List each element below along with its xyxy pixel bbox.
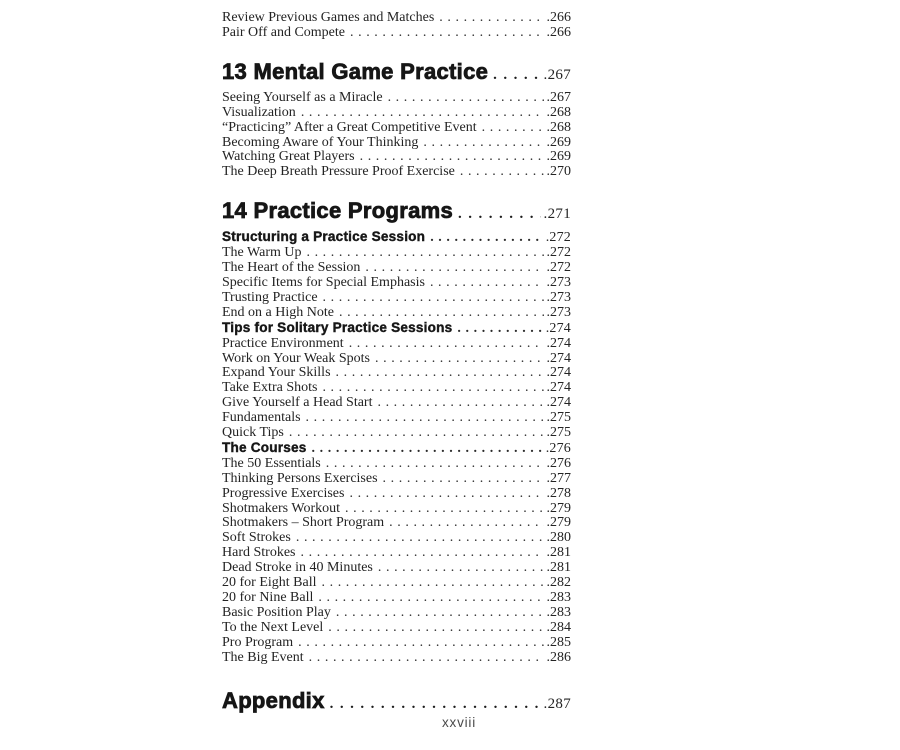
toc-item-label: “Practicing” After a Great Competitive Event [222, 119, 477, 135]
dot-leader [482, 121, 544, 136]
toc-item-label: 13 Mental Game Practice [222, 58, 489, 84]
page-number: . 279 [547, 502, 572, 517]
toc-entry-row [222, 576, 571, 591]
page-number: . 274 [547, 352, 572, 367]
toc-item-label: Pair Off and Compete [222, 24, 345, 40]
toc-item-label: Trusting Practice [222, 289, 318, 305]
toc-item-label: Basic Position Play [222, 604, 331, 620]
toc-item-label: 20 for Nine Ball [222, 590, 314, 605]
toc-subhead-row [222, 230, 571, 246]
toc-entry-row [222, 457, 571, 472]
toc-entry-row [222, 621, 571, 636]
toc-item-label: The 50 Essentials [222, 455, 321, 471]
page-number: . 266 [547, 11, 572, 26]
dot-leader [312, 441, 543, 457]
toc-entry-row [222, 636, 571, 651]
toc-item-label: 14 Practice Programs [222, 198, 454, 224]
toc-entry-row [222, 516, 571, 531]
page-number: . 268 [547, 121, 572, 136]
toc-item-label: Progressive Exercises [222, 485, 345, 501]
dot-leader [457, 321, 542, 337]
page-number: . 268 [547, 106, 572, 121]
toc-entry-row [222, 106, 571, 121]
page-number: . 275 [547, 411, 572, 426]
dot-leader [309, 651, 544, 666]
page-number: . 276 [547, 457, 572, 472]
page-number: . 281 [547, 546, 572, 561]
dot-leader [301, 546, 544, 561]
footer-page-label: xxviii [441, 715, 477, 730]
toc-entry-row [222, 502, 571, 517]
toc-item-label: Hard Strokes [222, 545, 296, 561]
toc-entry-row [222, 150, 571, 165]
page-number: . 283 [547, 591, 572, 606]
dot-leader [289, 426, 544, 441]
dot-leader [345, 502, 544, 517]
toc-item-label: To the Next Level [222, 619, 324, 635]
dot-leader [460, 165, 544, 180]
toc-item-label: The Heart of the Session [222, 260, 361, 276]
dot-leader [389, 516, 543, 531]
toc-entry-row [222, 606, 571, 621]
page-number: . 273 [547, 276, 572, 291]
toc-entry-row [222, 366, 571, 381]
toc-entry-row [222, 546, 571, 561]
page-number: . 275 [547, 426, 572, 441]
page-number: . 269 [547, 150, 572, 165]
dot-leader [318, 591, 543, 606]
toc-chapter-row [222, 59, 571, 88]
dot-leader [328, 621, 543, 636]
toc-item-label: 20 for Eight Ball [222, 575, 317, 591]
page-number: . 267 [544, 62, 571, 88]
toc-entry-row [222, 381, 571, 396]
page-number: . 274 [547, 366, 572, 381]
dot-leader [377, 396, 543, 411]
toc-entry-row [222, 121, 571, 136]
dot-leader [306, 246, 543, 261]
page-number: . 273 [547, 306, 572, 321]
toc-item-label: The Deep Breath Pressure Proof Exercise [222, 164, 455, 180]
toc-item-label: The Big Event [222, 649, 304, 665]
page-number: . 272 [547, 246, 572, 261]
toc-entry-row [222, 426, 571, 441]
dot-leader [322, 576, 544, 591]
toc-item-label: Practice Environment [222, 335, 344, 351]
toc-item-label: Structuring a Practice Session [222, 229, 426, 245]
dot-leader [323, 291, 544, 306]
toc-item-label: Fundamentals [222, 410, 301, 426]
toc-entry-row [222, 276, 571, 291]
toc-item-label: Soft Strokes [222, 530, 291, 546]
toc-item-label: Work on Your Weak Spots [222, 350, 370, 366]
dot-leader [336, 606, 544, 621]
toc-entry-row [222, 352, 571, 367]
page-number: . 274 [547, 396, 572, 411]
dot-leader [336, 366, 544, 381]
page-number: . 276 [546, 442, 571, 457]
toc-item-label: Take Extra Shots [222, 380, 318, 396]
page-number: . 277 [547, 472, 572, 487]
dot-leader [301, 106, 544, 121]
dot-leader [439, 11, 543, 26]
toc-entry-row [222, 472, 571, 487]
page-number: . 273 [547, 291, 572, 306]
toc-entry-row [222, 337, 571, 352]
dot-leader [349, 337, 544, 352]
toc-item-label: Thinking Persons Exercises [222, 470, 378, 486]
page-number: . 279 [547, 516, 572, 531]
toc-chapter-row [222, 688, 571, 717]
page-number: . 269 [547, 136, 572, 151]
page-number: . 267 [547, 91, 572, 106]
toc-entry-row [222, 306, 571, 321]
dot-leader [339, 306, 544, 321]
page-number: . 283 [547, 606, 572, 621]
toc-entry-row [222, 531, 571, 546]
dot-leader [458, 198, 541, 227]
toc-entry-row [222, 411, 571, 426]
toc-entry-row [222, 487, 571, 502]
toc-item-label: End on a High Note [222, 304, 334, 320]
toc-entry-row [222, 11, 571, 26]
page-number: . 284 [547, 621, 572, 636]
dot-leader [383, 472, 544, 487]
page-number: . 274 [546, 322, 571, 337]
dot-leader [349, 487, 543, 502]
page-number: . 278 [547, 487, 572, 502]
toc-item-label: Specific Items for Special Emphasis [222, 274, 425, 290]
toc [222, 11, 571, 720]
toc-entry-row [222, 396, 571, 411]
toc-item-label: Pro Program [222, 634, 294, 650]
toc-entry-row [222, 651, 571, 666]
page-number: . 280 [547, 531, 572, 546]
dot-leader [375, 352, 544, 367]
dot-leader [430, 230, 543, 246]
toc-item-label: Watching Great Players [222, 149, 355, 165]
dot-leader [326, 457, 544, 472]
page-number: . 286 [547, 651, 572, 666]
toc-item-label: Quick Tips [222, 425, 284, 441]
dot-leader [388, 91, 544, 106]
toc-item-label: Tips for Solitary Practice Sessions [222, 319, 453, 335]
page-number: . 285 [547, 636, 572, 651]
toc-item-label: Visualization [222, 104, 296, 120]
toc-item-label: Dead Stroke in 40 Minutes [222, 560, 373, 576]
dot-leader [430, 276, 544, 291]
dot-leader [322, 381, 543, 396]
dot-leader [360, 150, 544, 165]
toc-item-label: Shotmakers Workout [222, 500, 340, 516]
toc-item-label: The Courses [222, 439, 307, 455]
toc-entry-row [222, 261, 571, 276]
page-number: . 272 [547, 261, 572, 276]
page-number: . 274 [547, 337, 572, 352]
dot-leader [423, 136, 543, 151]
dot-leader [298, 636, 543, 651]
page-number: . 281 [547, 561, 572, 576]
dot-leader [306, 411, 544, 426]
page-number: . 272 [546, 231, 571, 246]
dot-leader [378, 561, 544, 576]
dot-leader [493, 59, 540, 88]
toc-entry-row [222, 591, 571, 606]
page-number: . 287 [544, 691, 571, 717]
dot-leader [330, 688, 541, 717]
dot-leader [365, 261, 543, 276]
toc-item-label: Appendix [222, 687, 325, 713]
page-number: . 270 [547, 165, 572, 180]
toc-entry-row [222, 291, 571, 306]
dot-leader [350, 26, 544, 41]
toc-item-label: The Warm Up [222, 245, 302, 261]
toc-item-label: Seeing Yourself as a Miracle [222, 89, 383, 105]
toc-entry-row [222, 561, 571, 576]
toc-subhead-row [222, 441, 571, 457]
toc-item-label: Review Previous Games and Matches [222, 10, 435, 25]
toc-entry-row [222, 91, 571, 106]
dot-leader [296, 531, 544, 546]
toc-item-label: Expand Your Skills [222, 365, 331, 381]
toc-entry-row [222, 165, 571, 180]
toc-item-label: Give Yourself a Head Start [222, 395, 373, 411]
page-number: . 271 [544, 201, 571, 227]
toc-item-label: Becoming Aware of Your Thinking [222, 134, 419, 150]
page-number: . 282 [547, 576, 572, 591]
toc-entry-row [222, 246, 571, 261]
page-number: . 266 [547, 26, 572, 41]
toc-entry-row [222, 26, 571, 41]
toc-entry-row [222, 136, 571, 151]
page-number: . 274 [547, 381, 572, 396]
toc-item-label: Shotmakers – Short Program [222, 515, 385, 531]
toc-subhead-row [222, 321, 571, 337]
toc-chapter-row [222, 198, 571, 227]
